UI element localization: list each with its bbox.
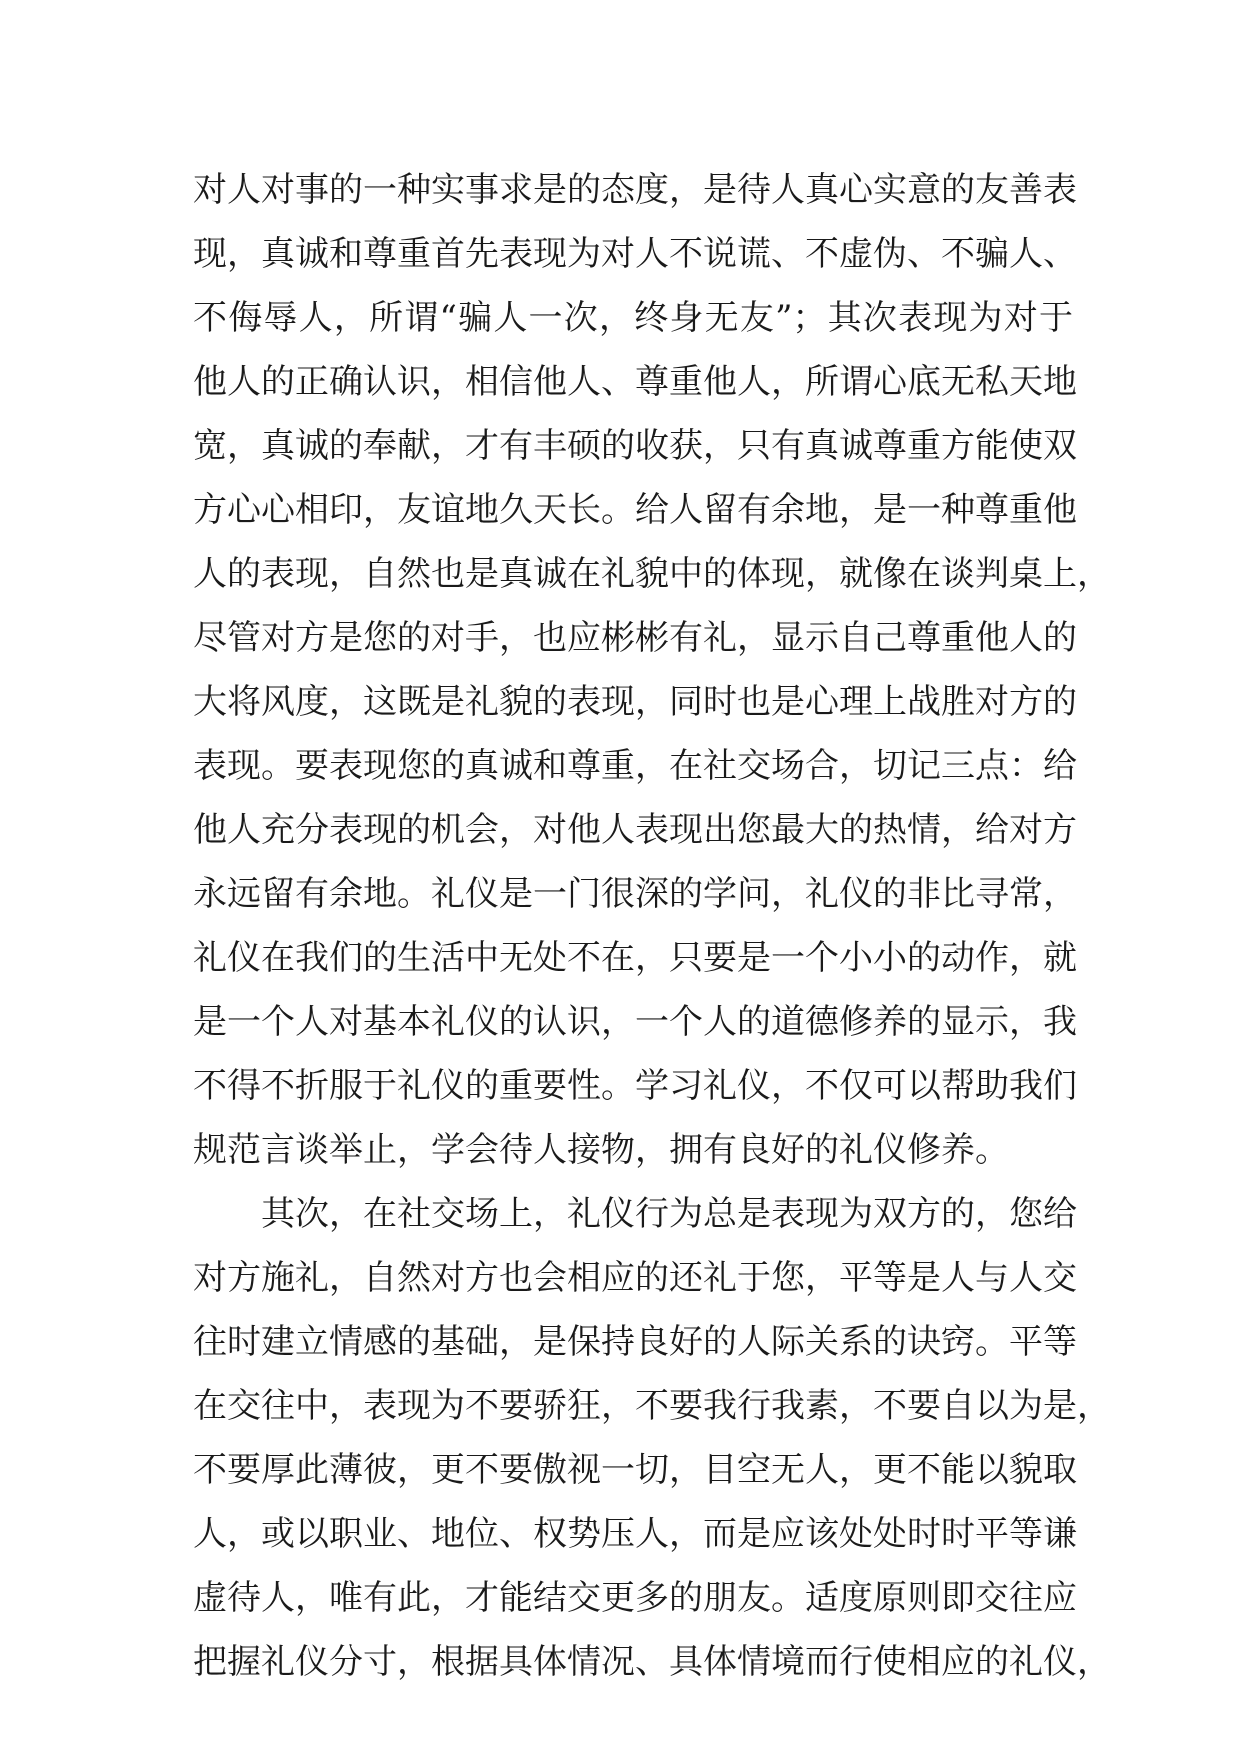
text-line: 不要厚此薄彼，更不要傲视一切，目空无人，更不能以貌取 <box>193 1450 1077 1490</box>
text-line: 把握礼仪分寸，根据具体情况、具体情境而行使相应的礼仪， <box>193 1642 1111 1682</box>
text-line: 他人的正确认识，相信他人、尊重他人，所谓心底无私天地 <box>193 362 1077 402</box>
text-line: 现，真诚和尊重首先表现为对人不说谎、不虚伪、不骗人、 <box>193 234 1077 274</box>
text-line: 尽管对方是您的对手，也应彬彬有礼，显示自己尊重他人的 <box>193 618 1077 658</box>
paragraph-2 <box>193 1182 1111 1694</box>
text-line: 宽，真诚的奉献，才有丰硕的收获，只有真诚尊重方能使双 <box>193 426 1077 466</box>
text-line: 规范言谈举止，学会待人接物，拥有良好的礼仪修养。 <box>193 1130 1009 1170</box>
text-line: 是一个人对基本礼仪的认识，一个人的道德修养的显示，我 <box>193 1002 1077 1042</box>
text-line: 不得不折服于礼仪的重要性。学习礼仪，不仅可以帮助我们 <box>193 1066 1077 1106</box>
text-line: 表现。要表现您的真诚和尊重，在社交场合，切记三点：给 <box>193 746 1077 786</box>
text-line: 人的表现，自然也是真诚在礼貌中的体现，就像在谈判桌上， <box>193 554 1111 594</box>
text-line: 在交往中，表现为不要骄狂，不要我行我素，不要自以为是， <box>193 1386 1111 1426</box>
body-text <box>193 158 1111 1694</box>
text-line: 永远留有余地。礼仪是一门很深的学问，礼仪的非比寻常， <box>193 874 1077 914</box>
text-line: 虚待人，唯有此，才能结交更多的朋友。适度原则即交往应 <box>193 1578 1077 1618</box>
text-line: 往时建立情感的基础，是保持良好的人际关系的诀窍。平等 <box>193 1322 1077 1362</box>
text-line: 方心心相印，友谊地久天长。给人留有余地，是一种尊重他 <box>193 490 1077 530</box>
text-line: 他人充分表现的机会，对他人表现出您最大的热情，给对方 <box>193 810 1077 850</box>
text-line: 对方施礼，自然对方也会相应的还礼于您，平等是人与人交 <box>193 1258 1077 1298</box>
text-line: 对人对事的一种实事求是的态度，是待人真心实意的友善表 <box>193 170 1077 210</box>
text-line: 大将风度，这既是礼貌的表现，同时也是心理上战胜对方的 <box>193 682 1077 722</box>
text-line: 其次，在社交场上，礼仪行为总是表现为双方的，您给 <box>261 1194 1077 1234</box>
text-line: 人，或以职业、地位、权势压人，而是应该处处时时平等谦 <box>193 1514 1077 1554</box>
text-line: 礼仪在我们的生活中无处不在，只要是一个小小的动作，就 <box>193 938 1077 978</box>
text-line: 不侮辱人，所谓“骗人一次，终身无友”；其次表现为对于 <box>193 298 1073 338</box>
paragraph-1 <box>193 158 1111 1182</box>
